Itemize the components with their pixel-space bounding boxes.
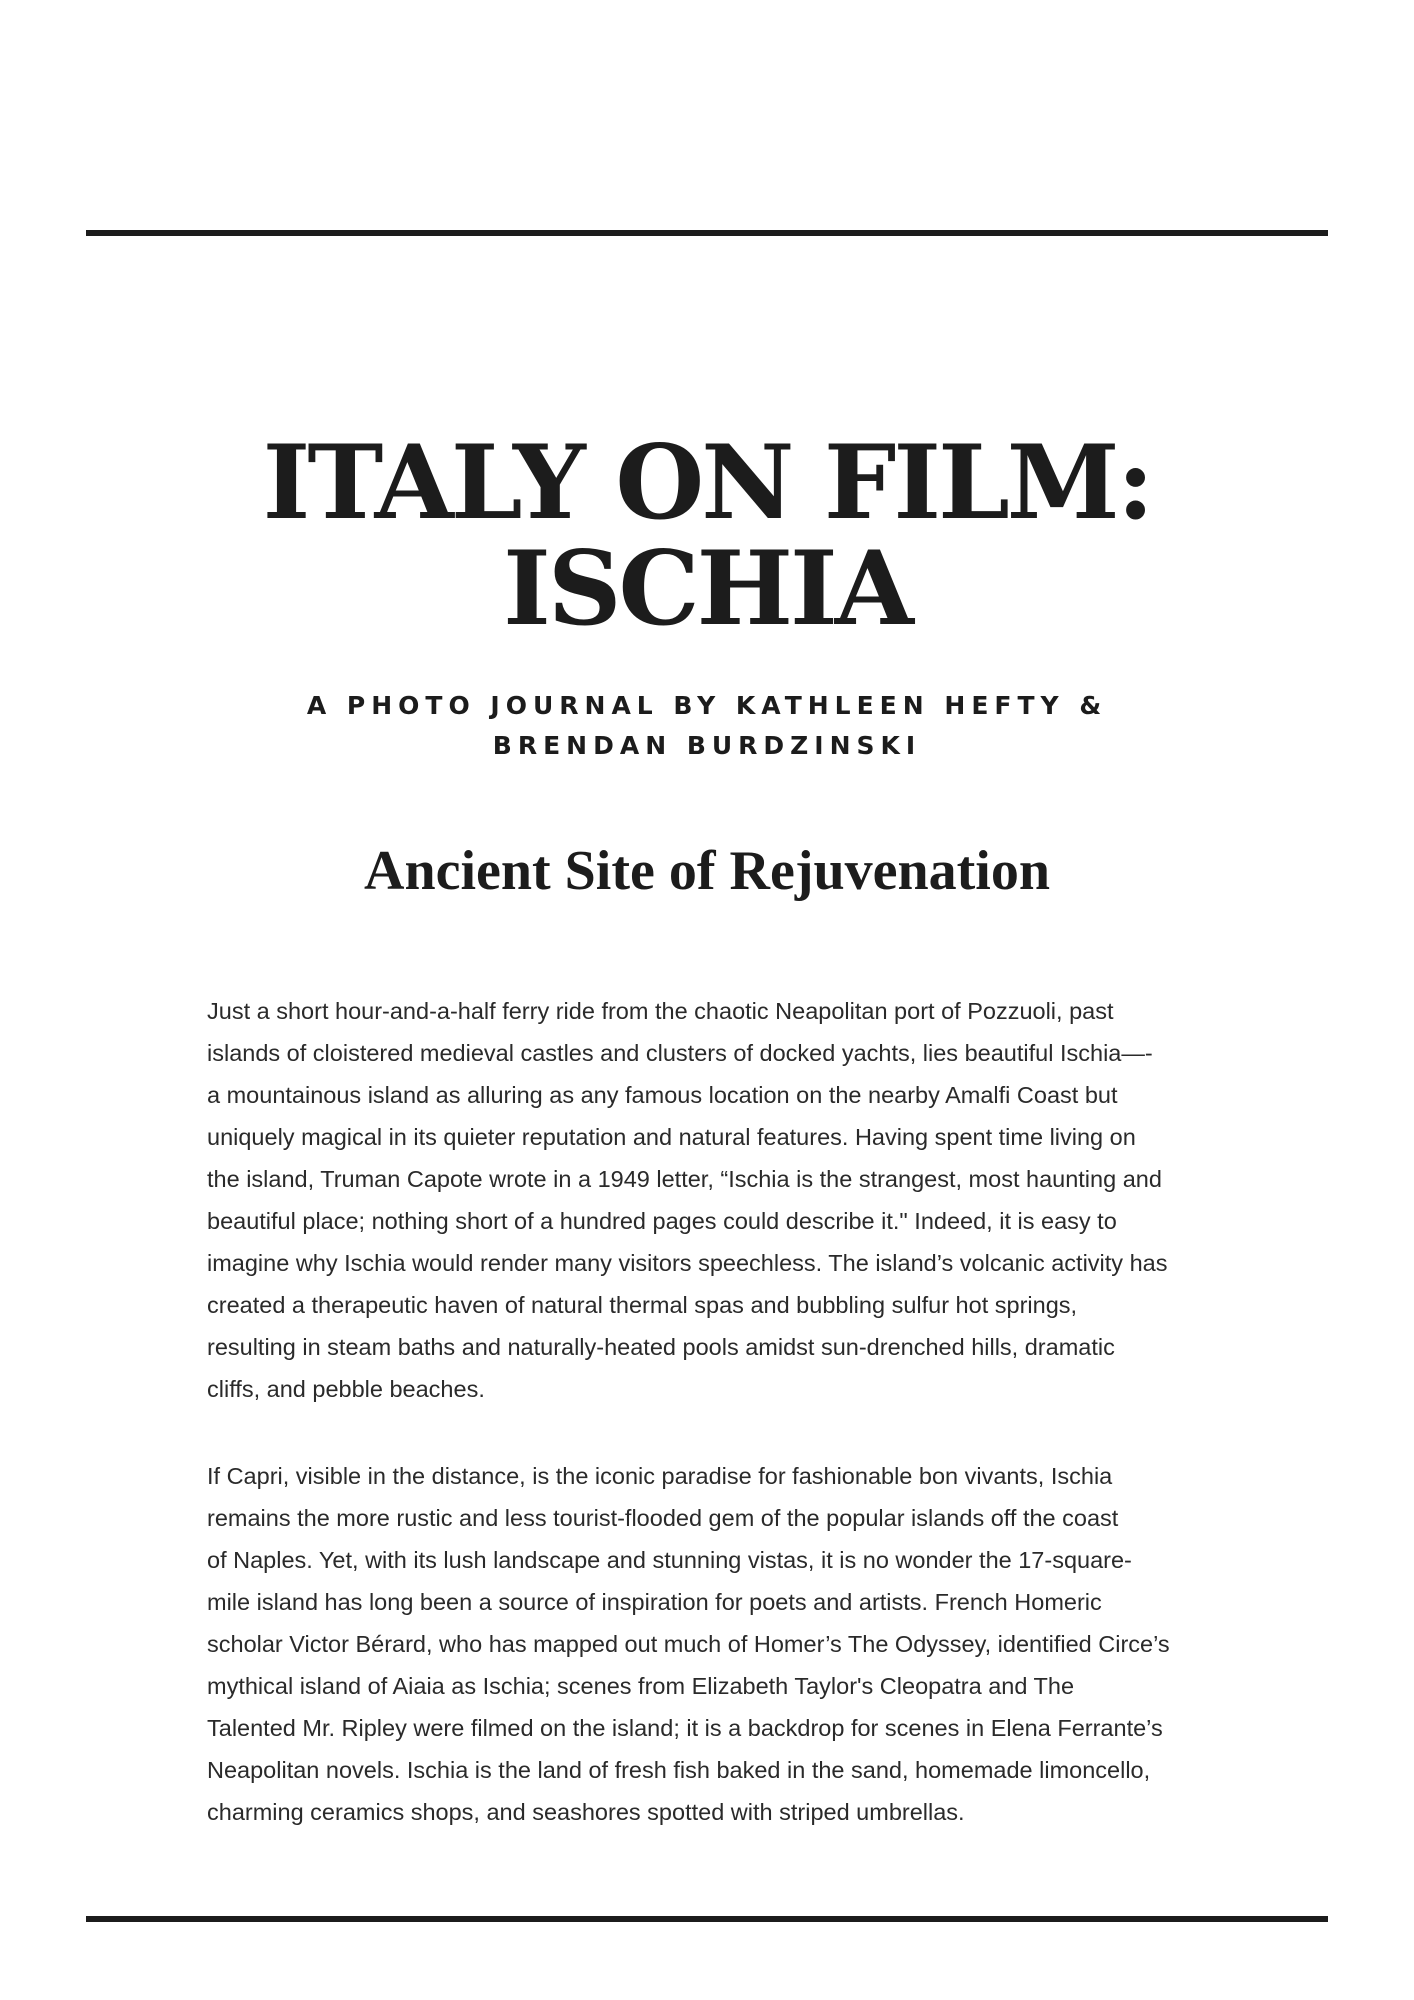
text-line: remains the more rustic and less tourist-flooded gem of the popular islands off the coast <box>207 1505 1119 1531</box>
title-line: ITALY ON FILM: <box>262 423 1152 543</box>
text-line: imagine why Ischia would render many visitors speechless. The island’s volcanic activity has <box>207 1250 1168 1276</box>
text-line: Talented Mr. Ripley were filmed on the island; it is a backdrop for scenes in Elena Ferrante’s <box>207 1715 1163 1741</box>
text-line: Neapolitan novels. Ischia is the land of fresh fish baked in the sand, homemade limoncello, <box>207 1757 1151 1783</box>
text-line: mile island has long been a source of inspiration for poets and artists. French Homeric <box>207 1589 1102 1615</box>
text-line: uniquely magical in its quieter reputation and natural features. Having spent time living on <box>207 1124 1136 1150</box>
section-heading: Ancient Site of Rejuvenation <box>364 840 1050 902</box>
text-line: created a therapeutic haven of natural thermal spas and bubbling sulfur hot springs, <box>207 1292 1078 1318</box>
subtitle <box>300 686 1114 766</box>
text-line: mythical island of Aiaia as Ischia; scenes from Elizabeth Taylor's Cleopatra and The <box>207 1673 1075 1699</box>
text-line: cliffs, and pebble beaches. <box>207 1376 485 1402</box>
subtitle-line: A PHOTO JOURNAL BY KATHLEEN HEFTY & <box>306 691 1108 720</box>
bottom-divider <box>86 1916 1328 1922</box>
title-line: ISCHIA <box>503 529 911 649</box>
page-title <box>0 423 1414 649</box>
text-line: resulting in steam baths and naturally-heated pools amidst sun-drenched hills, dramatic <box>207 1334 1115 1360</box>
top-divider <box>86 230 1328 236</box>
text-line: charming ceramics shops, and seashores spotted with striped umbrellas. <box>207 1799 965 1825</box>
text-line: Just a short hour-and-a-half ferry ride from the chaotic Neapolitan port of Pozzuoli, past <box>207 998 1114 1024</box>
body-paragraph-2 <box>207 1455 1287 1833</box>
text-line: of Naples. Yet, with its lush landscape and stunning vistas, it is no wonder the 17-square- <box>207 1547 1132 1573</box>
text-line: islands of cloistered medieval castles and clusters of docked yachts, lies beautiful Ischia—- <box>207 1040 1153 1066</box>
subtitle-line: BRENDAN BURDZINSKI <box>492 731 922 760</box>
text-line: scholar Victor Bérard, who has mapped out much of Homer’s The Odyssey, identified Circe’s <box>207 1631 1170 1657</box>
text-line: a mountainous island as alluring as any famous location on the nearby Amalfi Coast but <box>207 1082 1118 1108</box>
text-line: the island, Truman Capote wrote in a 1949 letter, “Ischia is the strangest, most haunting and <box>207 1166 1162 1192</box>
body-paragraph-1 <box>207 990 1287 1410</box>
text-line: beautiful place; nothing short of a hundred pages could describe it." Indeed, it is easy to <box>207 1208 1117 1234</box>
text-line: If Capri, visible in the distance, is the iconic paradise for fashionable bon vivants, Ischia <box>207 1463 1113 1489</box>
